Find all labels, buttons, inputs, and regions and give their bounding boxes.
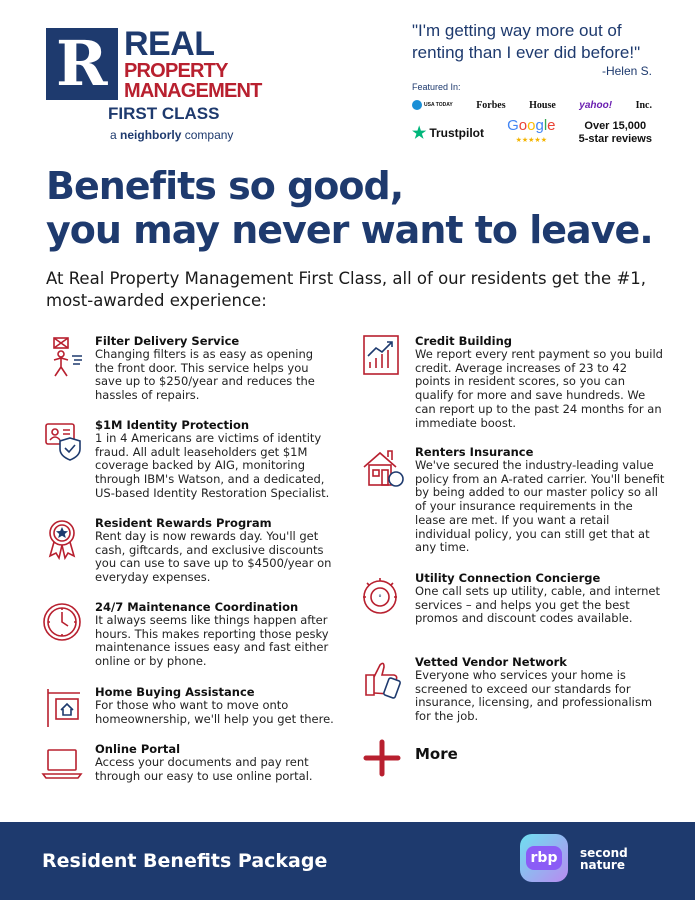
press-logos [412, 97, 652, 113]
benefit-title: Filter Delivery Service [95, 334, 240, 348]
logo-line2: PROPERTY [124, 60, 228, 82]
benefit-title: Home Buying Assistance [95, 685, 255, 699]
benefit-title: Renters Insurance [415, 445, 534, 459]
benefit-description: Access your documents and pay rent through our easy to use online portal. [95, 755, 313, 783]
house-sign-icon [40, 685, 84, 729]
benefit-description: We've secured the industry-leading value policy from an A-rated carrier. You'll benefit by being added to our master policy so all of your insurance requirements in the lease are met. If you want a retail individual policy, you can still get that at any time. [415, 458, 665, 555]
google-rating [507, 118, 555, 148]
filter-delivery-icon [40, 334, 84, 378]
benefit-description: It always seems like things happen after hours. This makes reporting those pesky maintenance issues easy and fast either online or by phone. [95, 613, 329, 669]
benefit-description: One call sets up utility, cable, and internet services – and helps you get the best promos and discount codes available. [415, 584, 660, 626]
benefit-title: Vetted Vendor Network [415, 655, 567, 669]
trustpilot-star-icon: ★ [412, 125, 427, 142]
benefit-description: 1 in 4 Americans are victims of identity fraud. All adult leaseholders get $1M coverage backed by AIG, monitoring through IBM's Watson, and a dedicated, US-based Identity Restoration Specialist. [95, 431, 330, 500]
headline: Benefits so good, you may never want to leave. [46, 164, 653, 252]
benefit-title: Utility Connection Concierge [415, 571, 601, 585]
testimonial-text: "I'm getting way more out of renting than I ever did before!" [412, 21, 641, 62]
logo-tagline: a neighborly company [110, 128, 234, 142]
benefit-description: Changing filters is as easy as opening the front door. This service helps you save up to $250/year and reduces the hassles of repairs. [95, 347, 315, 403]
house-insurance-icon [360, 445, 404, 489]
benefit-title: Resident Rewards Program [95, 516, 272, 530]
subheadline: At Real Property Management First Class, all of our residents get the #1, most-awarded experience: [46, 269, 647, 310]
review-count: Over 15,000 5-star reviews [578, 120, 652, 145]
clock-icon [40, 600, 84, 644]
testimonial-author: -Helen S. [601, 64, 652, 78]
testimonial [412, 20, 652, 78]
footer-banner [0, 822, 695, 900]
house-logo: House [529, 99, 556, 111]
google-logo: Google [507, 117, 556, 134]
svg-text:°: ° [378, 594, 382, 602]
benefit-title: Online Portal [95, 742, 181, 756]
award-ribbon-icon [40, 516, 84, 560]
footer-title: Resident Benefits Package [42, 850, 328, 872]
benefit-description: Everyone who services your home is screened to exceed our standards for insurance, licensing, and professionalism for the job. [415, 668, 653, 724]
benefit-description: For those who want to move onto homeownership, we'll help you get there. [95, 698, 334, 726]
featured-in [412, 82, 652, 113]
identity-card-icon [40, 418, 84, 462]
thermostat-icon [360, 571, 404, 615]
credit-chart-icon [360, 334, 404, 378]
yahoo-logo: yahoo! [579, 99, 613, 111]
google-stars: ★★★★★ [515, 137, 547, 144]
logo-line1: REAL [124, 25, 215, 63]
logo-mark-icon: R [46, 28, 118, 100]
plus-icon [360, 738, 404, 782]
more-label: More [415, 745, 458, 763]
company-logo [46, 25, 276, 146]
logo-line3: MANAGEMENT [124, 80, 262, 102]
benefit-title: $1M Identity Protection [95, 418, 250, 432]
benefit-title: 24/7 Maintenance Coordination [95, 600, 299, 614]
featured-label: Featured In: [412, 82, 461, 92]
thumbs-up-icon [360, 655, 404, 699]
rbp-badge-icon: rbp [520, 834, 568, 882]
forbes-logo: Forbes [476, 99, 506, 111]
trustpilot-logo: ★ Trustpilot [412, 125, 485, 142]
benefit-description: Rent day is now rewards day. You'll get cash, giftcards, and exclusive discounts you can use to save up to $4500/year on everyday expenses. [95, 529, 332, 585]
logo-subtitle: FIRST CLASS [108, 104, 220, 123]
second-nature-logo: second nature [580, 846, 628, 872]
benefit-description: We report every rent payment so you build credit. Average increases of 23 to 42 points in resident scores, so you can qualify for more and save hundreds. We can report up to the past 24 months for an immediate boost. [415, 347, 663, 430]
inc-logo: Inc. [635, 99, 652, 111]
benefit-title: Credit Building [415, 334, 513, 348]
laptop-icon [40, 742, 84, 786]
ratings-row [412, 118, 652, 148]
usa-today-logo: USA TODAY [412, 100, 453, 110]
